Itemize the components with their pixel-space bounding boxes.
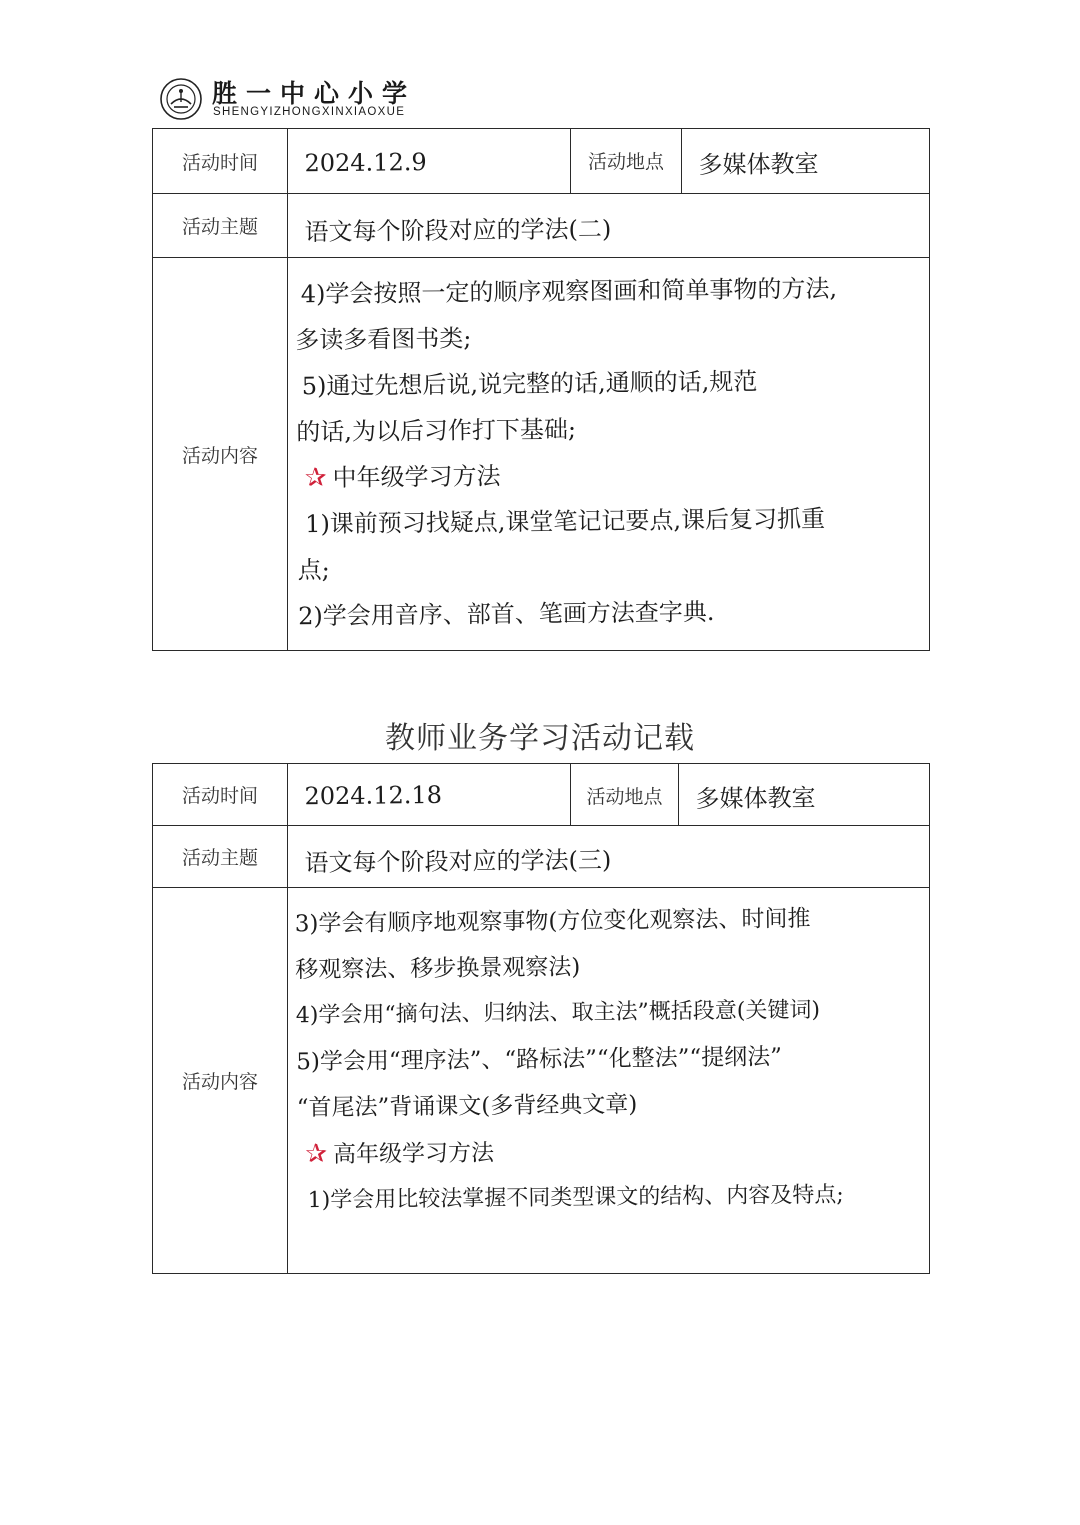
school-name: 胜一中心小学 [212, 79, 417, 108]
section-heading-text: 高年级学习方法 [332, 1139, 494, 1167]
content-line: “首尾法”背诵课文(多背经典文章) [296, 1090, 637, 1121]
content-line: 5)通过先想后说,说完整的话,通顺的话,规范 [301, 366, 757, 400]
content-line: 4)学会按照一定的顺序观察图画和简单事物的方法, [300, 273, 837, 308]
activity-time-value: 2024.12.9 [287, 127, 571, 195]
activity-time-value: 2024.12.18 [287, 762, 571, 827]
school-emblem-icon [160, 78, 202, 120]
activity-theme-value: 语文每个阶段对应的学法(二) [287, 190, 930, 261]
content-line: 2)学会用音序、部首、笔画方法查字典. [297, 596, 715, 630]
label-location: 活动地点 [571, 129, 682, 194]
content-line: 3)学会有顺序地观察事物(方位变化观察法、时间推 [294, 904, 811, 937]
activity-content [285, 884, 931, 1277]
content-line: 的话,为以后习作打下基础; [295, 414, 576, 446]
section-heading-text: 中年级学习方法 [331, 461, 501, 491]
content-line: 移观察法、移步换景观察法) [294, 953, 580, 983]
content-line: 点; [297, 554, 330, 584]
label-time: 活动时间 [153, 764, 288, 826]
content-line: 4)学会用“摘句法、归纳法、取主法”概括段意(关键词) [295, 996, 820, 1028]
content-line: 1)课前预习找疑点,课堂笔记记要点,课后复习抓重 [304, 503, 825, 538]
school-header [160, 76, 560, 122]
activity-theme-value: 语文每个阶段对应的学法(三) [287, 822, 930, 891]
activity-content [285, 254, 931, 654]
activity-location-value: 多媒体教室 [681, 127, 930, 195]
label-theme: 活动主题 [153, 194, 288, 258]
label-time: 活动时间 [153, 129, 288, 194]
label-content: 活动内容 [153, 888, 288, 1274]
content-line: 1)学会用比较法掌握不同类型课文的结构、内容及特点; [307, 1181, 844, 1213]
activity-record-table-1 [152, 128, 930, 651]
red-star-icon: ✰ [304, 461, 327, 493]
activity-location-value: 多媒体教室 [678, 762, 930, 827]
label-content: 活动内容 [153, 258, 288, 651]
document-title: 教师业务学习活动记载 [385, 721, 695, 756]
content-line: 多读多看图书类; [294, 323, 472, 354]
school-pinyin: SHENGYIZHONGXINXIAOXUE [213, 106, 406, 118]
section-heading [297, 1129, 926, 1173]
activity-record-table-2 [152, 763, 930, 1274]
content-line: 5)学会用“理序法”、“路标法”“化整法”“提纲法” [295, 1043, 782, 1075]
red-star-icon: ✰ [304, 1137, 327, 1169]
section-heading [296, 453, 925, 496]
label-location: 活动地点 [571, 764, 679, 826]
label-theme: 活动主题 [153, 826, 288, 888]
